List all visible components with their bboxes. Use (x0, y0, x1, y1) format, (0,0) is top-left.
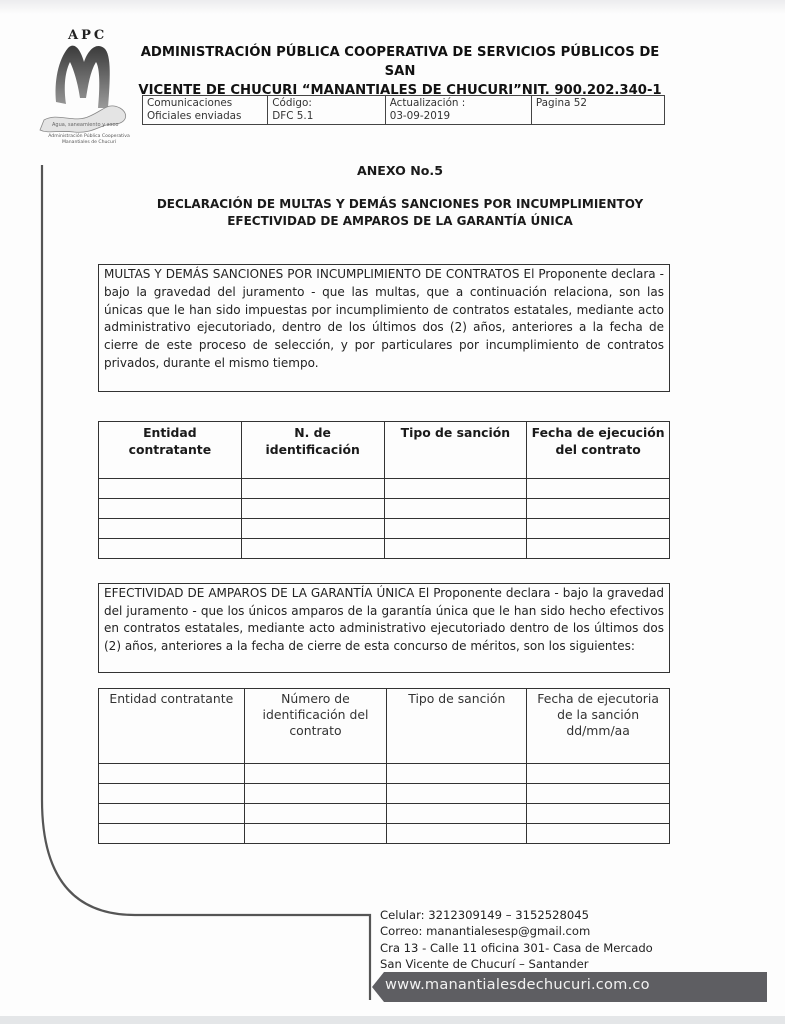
organization-title: ADMINISTRACIÓN PÚBLICA COOPERATIVA DE SERVICIOS PÚBLICOS DE SAN VICENTE DE CHUCURI “MANANTIALES DE CHUCURI”NIT. 900.202.340-1 (138, 45, 662, 98)
table-cell[interactable] (241, 499, 384, 519)
table-cell[interactable] (527, 539, 670, 559)
table-row (99, 519, 670, 539)
scan-edge-bottom (0, 1016, 785, 1024)
fines-declaration-text: MULTAS Y DEMÁS SANCIONES POR INCUMPLIMIENTO DE CONTRATOS El Proponente declara - bajo la gravedad del juramento - que las multas, que a continuación relaciona, son las únicas que le han sido impuestas por incumplimiento de contratos estatales, mediante acto administrativo ejecutoriado, dentro de los últimos dos (2) años, anteriores a la fecha de cierre de este proceso de selección, y por particulares por incumplimiento de contratos privados, durante el mismo tiempo. (98, 264, 670, 392)
table-cell[interactable] (99, 784, 245, 804)
guarantee-declaration-text: EFECTIVIDAD DE AMPAROS DE LA GARANTÍA ÚNICA El Proponente declara - bajo la gravedad del juramento - que los únicos amparos de la garantía única que le han sido hecho efectivos en contratos estatales, mediante acto administrativo ejecutoriado dentro de los últimos dos (2) años, anteriores a la fecha de cierre de esta concurso de méritos, son los siguientes: (98, 583, 670, 673)
table-row (99, 804, 670, 824)
table-row (99, 499, 670, 519)
table-cell[interactable] (387, 784, 527, 804)
contact-info (380, 907, 653, 973)
column-header: Entidad contratante (99, 422, 242, 479)
company-logo (34, 28, 144, 158)
table-cell[interactable] (527, 804, 670, 824)
logo-m-icon (34, 42, 144, 137)
table-cell[interactable] (387, 824, 527, 844)
column-header: N. de identificación (241, 422, 384, 479)
table-cell[interactable] (527, 479, 670, 499)
table-cell[interactable] (99, 539, 242, 559)
column-header: Número de identificación del contrato (244, 689, 387, 764)
code-cell: Código: DFC 5.1 (268, 96, 385, 125)
table-cell[interactable] (99, 499, 242, 519)
table-cell[interactable] (527, 499, 670, 519)
contact-email[interactable]: Correo: manantialesesp@gmail.com (380, 924, 591, 939)
declaration-title: DECLARACIÓN DE MULTAS Y DEMÁS SANCIONES POR INCUMPLIMIENTOY EFECTIVIDAD DE AMPAROS DE LA GARANTÍA ÚNICA (156, 197, 644, 228)
guarantee-table (98, 688, 670, 844)
column-header: Tipo de sanción (384, 422, 527, 479)
table-cell[interactable] (241, 539, 384, 559)
table-row (99, 539, 670, 559)
table-cell[interactable] (244, 804, 387, 824)
fines-table (98, 421, 670, 559)
update-cell: Actualización : 03-09-2019 (385, 96, 531, 125)
table-cell[interactable] (384, 499, 527, 519)
contact-city: San Vicente de Chucurí – Santander (380, 957, 589, 972)
table-cell[interactable] (244, 784, 387, 804)
table-cell[interactable] (527, 519, 670, 539)
doc-type-cell: Comunicaciones Oficiales enviadas (143, 96, 268, 125)
table-cell[interactable] (384, 539, 527, 559)
logo-ribbon-text: Agua, saneamiento y aseo (52, 122, 119, 128)
table-cell[interactable] (527, 764, 670, 784)
table-cell[interactable] (384, 519, 527, 539)
table-cell[interactable] (244, 764, 387, 784)
page-cell: Pagina 52 (531, 96, 664, 125)
guarantee-table-header (99, 689, 670, 764)
contact-phone: Celular: 3212309149 – 3152528045 (380, 908, 589, 922)
table-row (99, 824, 670, 844)
annex-title: ANEXO No.5 (357, 163, 443, 178)
table-cell[interactable] (244, 824, 387, 844)
document-meta-table (142, 95, 665, 125)
column-header: Fecha de ejecutoria de la sanción dd/mm/aa (527, 689, 670, 764)
website-link[interactable]: www.manantialesdechucuri.com.co (385, 976, 650, 993)
table-cell[interactable] (99, 804, 245, 824)
table-cell[interactable] (527, 784, 670, 804)
table-cell[interactable] (241, 479, 384, 499)
table-row (99, 784, 670, 804)
table-row (99, 764, 670, 784)
column-header: Tipo de sanción (387, 689, 527, 764)
logo-caption: Administración Pública Cooperativa Manantiales de Chucurí (48, 134, 130, 145)
table-cell[interactable] (387, 764, 527, 784)
table-cell[interactable] (99, 824, 245, 844)
column-header: Fecha de ejecución del contrato (527, 422, 670, 479)
table-cell[interactable] (241, 519, 384, 539)
table-cell[interactable] (387, 804, 527, 824)
table-cell[interactable] (99, 519, 242, 539)
table-cell[interactable] (99, 479, 242, 499)
column-header: Entidad contratante (99, 689, 245, 764)
table-cell[interactable] (384, 479, 527, 499)
table-cell[interactable] (527, 824, 670, 844)
contact-address: Cra 13 - Calle 11 oficina 301- Casa de Mercado (380, 940, 653, 955)
fines-table-header (99, 422, 670, 479)
table-row (99, 479, 670, 499)
table-cell[interactable] (99, 764, 245, 784)
logo-acronym: APC (68, 28, 108, 43)
